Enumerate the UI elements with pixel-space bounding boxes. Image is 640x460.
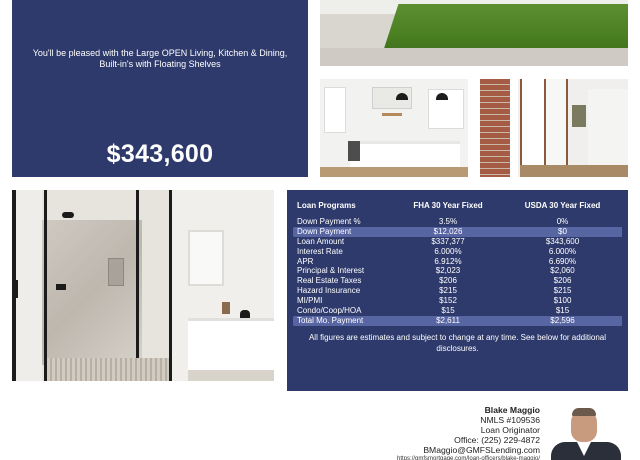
- cell-value: $100: [553, 296, 572, 306]
- agent-url: https://gmfsmortgage.com/loan-officers/blake-maggio/: [397, 456, 540, 460]
- row-label: Total Mo. Payment: [293, 316, 393, 326]
- table-row: [293, 276, 622, 286]
- column-header: USDA 30 Year Fixed: [524, 201, 601, 210]
- cell-value: 6.690%: [548, 256, 577, 266]
- table-row: [293, 296, 622, 306]
- hero-tagline: You'll be pleased with the Large OPEN Living, Kitchen & Dining, Built-in's with Floating Shelves: [32, 48, 288, 69]
- table-header-row: [293, 201, 622, 217]
- cell-value: $12,026: [393, 227, 503, 237]
- column-header: FHA 30 Year Fixed: [413, 201, 483, 210]
- cell-value: $2,611: [393, 316, 503, 326]
- cell-value: 0%: [556, 216, 569, 226]
- row-label: Down Payment %: [297, 216, 361, 226]
- agent-headshot: [545, 404, 628, 460]
- bathroom-photo: [12, 190, 274, 381]
- table-row: [293, 286, 622, 296]
- table-row: [293, 316, 622, 326]
- hero-panel: [12, 0, 308, 177]
- cell-value: $15: [555, 306, 570, 316]
- table-row: [293, 266, 622, 276]
- row-label: Condo/Coop/HOA: [297, 306, 362, 316]
- cell-value: $2,060: [550, 266, 575, 276]
- cell-value: $2,023: [435, 266, 461, 276]
- cell-value: $206: [553, 276, 572, 286]
- cell-value: $206: [439, 276, 457, 286]
- row-label: Real Estate Taxes: [297, 276, 362, 286]
- row-label: APR: [297, 256, 314, 266]
- cell-value: 6.000%: [434, 246, 462, 256]
- agent-office-phone: Office: (225) 229-4872: [454, 435, 540, 445]
- row-label: Loan Amount: [297, 236, 345, 246]
- agent-contact: [280, 405, 540, 460]
- loan-disclaimer: All figures are estimates and subject to change at any time. See below for additional disclosures.: [308, 333, 607, 353]
- loan-programs-panel: [287, 190, 628, 391]
- table-row: [293, 247, 622, 257]
- row-label: Interest Rate: [297, 246, 343, 256]
- cell-value: $337,377: [431, 236, 465, 246]
- agent-title: Loan Originator: [480, 425, 540, 435]
- listing-price: $343,600: [106, 140, 214, 168]
- cell-value: $2,596: [503, 316, 622, 326]
- agent-nmls: NMLS #109536: [480, 415, 540, 425]
- cell-value: $0: [503, 227, 622, 237]
- cell-value: $215: [439, 286, 457, 296]
- cell-value: $15: [441, 306, 455, 316]
- entry-door-photo: [480, 79, 628, 177]
- agent-name: Blake Maggio: [484, 405, 540, 415]
- table-row: [293, 217, 622, 227]
- agent-email: BMaggio@GMFSLending.com: [423, 445, 540, 455]
- cell-value: $215: [553, 286, 572, 296]
- column-header: Loan Programs: [297, 201, 356, 210]
- lawn-photo: [320, 0, 628, 66]
- cell-value: $152: [439, 296, 457, 306]
- table-row: [293, 237, 622, 247]
- cell-value: 6.912%: [434, 256, 462, 266]
- kitchen-photo: [320, 79, 468, 177]
- loan-programs-table: [293, 201, 622, 326]
- table-row: [293, 257, 622, 267]
- row-label: MI/PMI: [297, 296, 323, 306]
- cell-value: 3.5%: [438, 216, 458, 226]
- row-label: Principal & Interest: [297, 266, 365, 276]
- row-label: Down Payment: [293, 227, 393, 237]
- table-row: [293, 306, 622, 316]
- table-row: [293, 227, 622, 237]
- row-label: Hazard Insurance: [297, 286, 361, 296]
- cell-value: 6.000%: [548, 246, 577, 256]
- cell-value: $343,600: [545, 236, 580, 246]
